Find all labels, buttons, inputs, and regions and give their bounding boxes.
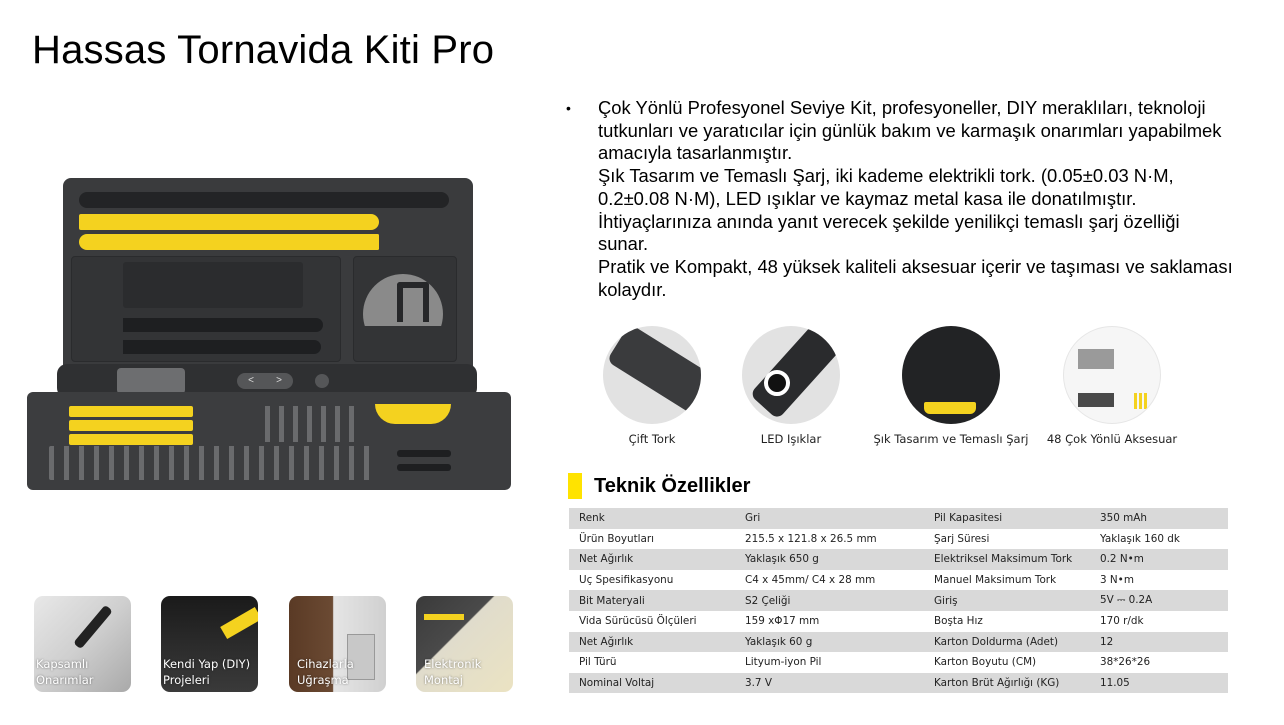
spec-key: Renk	[569, 508, 735, 529]
use-case-repairs	[34, 596, 131, 692]
tweezer	[123, 318, 323, 332]
bit-tray	[27, 392, 511, 490]
yellow-marker-icon	[568, 473, 582, 499]
spec-key: Karton Brüt Ağırlığı (KG)	[924, 673, 1090, 694]
description-paragraph: Çok Yönlü Profesyonel Seviye Kit, profesyoneller, DIY meraklıları, teknoloji tutkunları ve yaratıcılar için günlük bakım ve karmaşık onarımları yapabilmek amacıyla tasarlanmıştır.	[598, 97, 1222, 164]
table-row	[569, 590, 1228, 611]
accessories-image	[1063, 326, 1161, 424]
table-row	[569, 549, 1228, 570]
feature-label: 48 Çok Yönlü Aksesuar	[1046, 432, 1178, 446]
spec-value: 159 xΦ17 mm	[745, 615, 820, 628]
spec-key: Pil Türü	[579, 656, 617, 669]
tray-slot	[397, 450, 451, 457]
dual-torque-image	[603, 326, 701, 424]
spec-key: Bit Materyali	[569, 590, 735, 611]
spec-value: 3.7 V	[735, 673, 924, 694]
yellow-pick	[69, 406, 193, 417]
spec-key: Net Ağırlık	[569, 632, 735, 653]
product-kit-image	[27, 178, 511, 490]
table-row	[569, 673, 1228, 694]
description-paragraph: İhtiyaçlarınıza anında yanıt verecek şekilde yenilikçi temaslı şarj özelliği sunar.	[598, 210, 1180, 255]
use-case-label-line: Projeleri	[163, 673, 210, 687]
spec-key: Karton Doldurma (Adet)	[924, 632, 1090, 653]
feature-led-lights	[706, 326, 876, 446]
table-row	[569, 570, 1228, 591]
feature-label: Çift Tork	[628, 432, 676, 446]
pry-tool-yellow-2	[79, 234, 379, 250]
pry-tool-yellow	[79, 214, 379, 230]
use-case-label	[36, 656, 93, 688]
feature-contact-charging	[866, 326, 1036, 446]
spec-key: Uç Spesifikasyonu	[579, 574, 674, 587]
spec-key: Giriş	[924, 590, 1090, 611]
yellow-pick-3	[69, 434, 193, 445]
spec-key: Vida Sürücüsü Ölçüleri	[579, 615, 697, 628]
table-row	[569, 652, 1228, 673]
product-description	[566, 97, 1234, 301]
spec-value: Yaklaşık 650 g	[735, 549, 924, 570]
description-paragraph: Şık Tasarım ve Temaslı Şarj, iki kademe elektrikli tork. (0.05±0.03 N·M, 0.2±0.08 N·M), LED ışıklar ve kaymaz metal kasa ile donatılmıştır.	[598, 165, 1174, 209]
spec-value: Yaklaşık 160 dk	[1100, 532, 1180, 545]
spudger-tool	[79, 192, 449, 208]
bit-row-bottom	[49, 446, 379, 480]
table-row	[569, 529, 1228, 550]
contact-charging-image	[902, 326, 1000, 424]
spec-value: 170 r/dk	[1100, 615, 1144, 628]
opening-pick	[375, 404, 451, 424]
spec-value: Lityum-iyon Pil	[745, 656, 822, 669]
kit-lid	[63, 178, 473, 368]
use-case-label-line: Kapsamlı	[36, 657, 89, 671]
use-case-label-line: Uğraşma	[297, 673, 349, 687]
spec-value: 11.05	[1090, 673, 1228, 694]
spec-value: 215.5 x 121.8 x 26.5 mm	[745, 532, 877, 545]
use-case-label	[424, 656, 481, 688]
use-case-label	[163, 656, 250, 688]
right-arrow-icon: >	[276, 375, 282, 386]
specs-table	[569, 508, 1228, 693]
led-light-image	[742, 326, 840, 424]
use-case-electronics	[416, 596, 513, 692]
spec-value: S2 Çeliği	[735, 590, 924, 611]
spec-key: Manuel Maksimum Tork	[934, 574, 1057, 587]
yellow-pick-2	[69, 420, 193, 431]
spec-key: Ürün Boyutları	[579, 532, 655, 545]
feature-accessories	[1027, 326, 1197, 446]
table-row	[569, 508, 1228, 529]
left-arrow-icon: <	[248, 375, 254, 386]
driver-direction-buttons	[237, 373, 293, 389]
bit-case	[123, 262, 303, 308]
bit-row-top	[265, 406, 357, 442]
spec-value: 0.2 N•m	[1090, 549, 1228, 570]
spec-value: 350 mAh	[1090, 508, 1228, 529]
use-case-label	[297, 656, 354, 688]
spec-key: Pil Kapasitesi	[924, 508, 1090, 529]
spec-key: Net Ağırlık	[569, 549, 735, 570]
specs-title: Teknik Özellikler	[594, 474, 751, 497]
use-case-devices	[289, 596, 386, 692]
table-row	[569, 632, 1228, 653]
bullet-icon: •	[566, 100, 571, 116]
tweezer-2	[123, 340, 321, 354]
spec-value: Yaklaşık 60 g	[735, 632, 924, 653]
table-row	[569, 611, 1228, 632]
tray-slot-2	[397, 464, 451, 471]
spec-key: Nominal Voltaj	[569, 673, 735, 694]
spec-value: C4 x 45mm/ C4 x 28 mm	[745, 574, 876, 587]
use-case-label-line: Montaj	[424, 673, 463, 687]
description-paragraph: Pratik ve Kompakt, 48 yüksek kaliteli aksesuar içerir ve taşıması ve saklaması kolaydır.	[598, 255, 1233, 300]
spec-value: 3 N•m	[1100, 574, 1134, 587]
spec-value: 12	[1090, 632, 1228, 653]
spec-key: Karton Boyutu (CM)	[934, 656, 1037, 669]
feature-list	[580, 326, 1240, 456]
feature-label: Şık Tasarım ve Temaslı Şarj	[873, 432, 1029, 446]
spec-key: Elektriksel Maksimum Tork	[924, 549, 1090, 570]
use-case-label-line: Cihazlarla	[297, 657, 354, 671]
suction-holder	[397, 282, 429, 322]
spec-value: 5V ⎓ 0.2A	[1090, 590, 1228, 611]
torque-switch	[315, 374, 329, 388]
spec-key: Boşta Hız	[934, 615, 983, 628]
spec-key: Şarj Süresi	[934, 532, 990, 545]
use-case-label-line: Kendi Yap (DIY)	[163, 657, 251, 671]
feature-label: LED Işıklar	[760, 432, 822, 446]
use-case-diy	[161, 596, 258, 692]
driver-grip	[117, 368, 185, 394]
page-title: Hassas Tornavida Kiti Pro	[32, 28, 495, 72]
use-case-label-line: Elektronik	[424, 657, 482, 671]
use-case-label-line: Onarımlar	[36, 673, 94, 687]
spec-value: 38*26*26	[1100, 656, 1151, 669]
specs-heading	[568, 473, 750, 499]
spec-value: Gri	[735, 508, 924, 529]
